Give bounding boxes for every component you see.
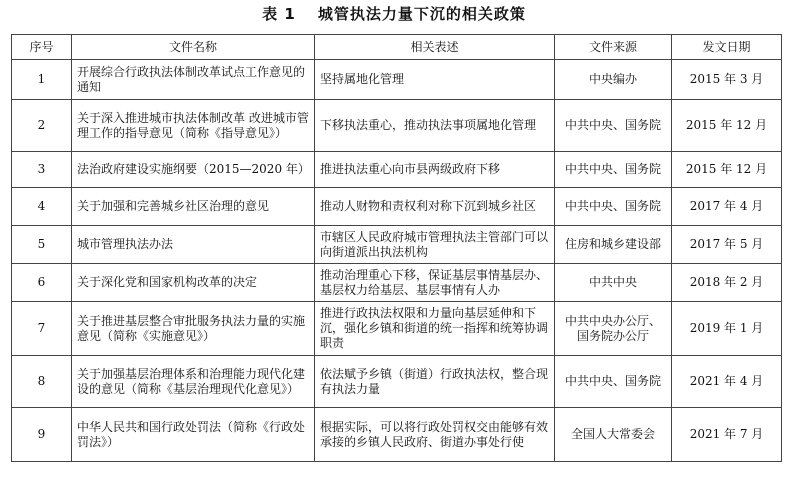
date: 2021 年 4 月 xyxy=(672,356,782,408)
table-row xyxy=(12,264,782,302)
header-statement: 相关表述 xyxy=(315,35,555,60)
statement: 依法赋予乡镇（街道）行政执法权，整合现有执法力量 xyxy=(315,356,555,408)
statement: 坚持属地化管理 xyxy=(315,60,555,100)
table-row xyxy=(12,356,782,408)
statement: 根据实际，可以将行政处罚权交由能够有效承接的乡镇人民政府、街道办事处行使 xyxy=(315,408,555,462)
table-title xyxy=(0,4,788,24)
header-index: 序号 xyxy=(12,35,72,60)
table-row xyxy=(12,226,782,264)
statement: 推动治理重心下移，保证基层事情基层办、基层权力给基层、基层事情有人办 xyxy=(315,264,555,302)
table-row xyxy=(12,100,782,152)
row-index: 6 xyxy=(12,264,72,302)
statement: 推进执法重心向市县两级政府下移 xyxy=(315,152,555,188)
header-doc-name: 文件名称 xyxy=(72,35,315,60)
row-index: 5 xyxy=(12,226,72,264)
source: 住房和城乡建设部 xyxy=(555,226,672,264)
statement: 下移执法重心，推动执法事项属地化管理 xyxy=(315,100,555,152)
table-number: 表 1 xyxy=(262,5,296,23)
row-index: 7 xyxy=(12,302,72,356)
source: 中共中央、国务院 xyxy=(555,100,672,152)
date: 2015 年 12 月 xyxy=(672,152,782,188)
table-row xyxy=(12,188,782,226)
row-index: 3 xyxy=(12,152,72,188)
doc-name: 城市管理执法办法 xyxy=(72,226,315,264)
doc-name: 关于加强基层治理体系和治理能力现代化建设的意见（简称《基层治理现代化意见》） xyxy=(72,356,315,408)
table-row xyxy=(12,408,782,462)
source: 中共中央 xyxy=(555,264,672,302)
statement: 推动人财物和责权利对称下沉到城乡社区 xyxy=(315,188,555,226)
statement: 市辖区人民政府城市管理执法主管部门可以向街道派出执法机构 xyxy=(315,226,555,264)
source: 全国人大常委会 xyxy=(555,408,672,462)
header-date: 发文日期 xyxy=(672,35,782,60)
date: 2017 年 5 月 xyxy=(672,226,782,264)
table-row xyxy=(12,302,782,356)
date: 2015 年 12 月 xyxy=(672,100,782,152)
doc-name: 关于推进基层整合审批服务执法力量的实施意见（简称《实施意见》） xyxy=(72,302,315,356)
doc-name: 中华人民共和国行政处罚法（简称《行政处罚法》） xyxy=(72,408,315,462)
table-row xyxy=(12,152,782,188)
statement: 推进行政执法权限和力量向基层延伸和下沉，强化乡镇和街道的统一指挥和统筹协调职责 xyxy=(315,302,555,356)
row-index: 1 xyxy=(12,60,72,100)
doc-name: 关于深入推进城市执法体制改革 改进城市管理工作的指导意见（简称《指导意见》） xyxy=(72,100,315,152)
row-index: 9 xyxy=(12,408,72,462)
row-index: 2 xyxy=(12,100,72,152)
date: 2019 年 1 月 xyxy=(672,302,782,356)
row-index: 8 xyxy=(12,356,72,408)
doc-name: 关于深化党和国家机构改革的决定 xyxy=(72,264,315,302)
row-index: 4 xyxy=(12,188,72,226)
date: 2018 年 2 月 xyxy=(672,264,782,302)
source: 中共中央、国务院 xyxy=(555,188,672,226)
source: 中央编办 xyxy=(555,60,672,100)
header-source: 文件来源 xyxy=(555,35,672,60)
source: 中共中央、国务院 xyxy=(555,356,672,408)
policy-table xyxy=(11,34,782,462)
header-row xyxy=(12,35,782,60)
date: 2021 年 7 月 xyxy=(672,408,782,462)
date: 2017 年 4 月 xyxy=(672,188,782,226)
doc-name: 法治政府建设实施纲要（2015—2020 年） xyxy=(72,152,315,188)
table-caption: 城管执法力量下沉的相关政策 xyxy=(317,5,526,23)
doc-name: 开展综合行政执法体制改革试点工作意见的通知 xyxy=(72,60,315,100)
table-row xyxy=(12,60,782,100)
source: 中共中央办公厅、国务院办公厅 xyxy=(555,302,672,356)
source: 中共中央、国务院 xyxy=(555,152,672,188)
doc-name: 关于加强和完善城乡社区治理的意见 xyxy=(72,188,315,226)
date: 2015 年 3 月 xyxy=(672,60,782,100)
